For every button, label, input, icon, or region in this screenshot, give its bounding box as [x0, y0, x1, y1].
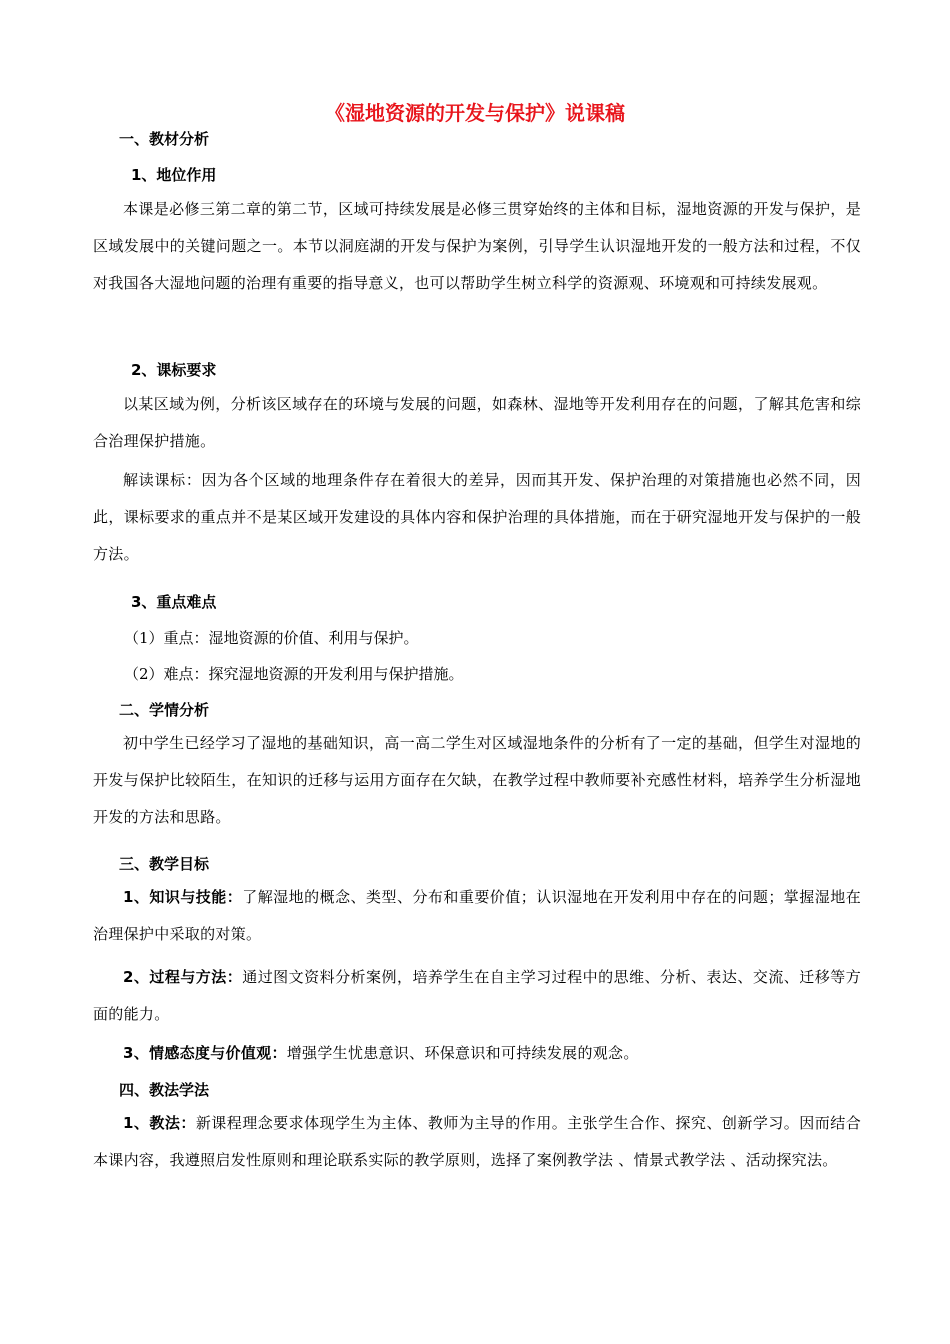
section-heading-teaching-goals: 三、教学目标 — [119, 855, 210, 873]
goal-process-lead: 2、过程与方法： — [123, 968, 243, 986]
teaching-method-lead: 1、教法： — [123, 1114, 196, 1132]
paragraph-role: 本课是必修三第二章的第二节，区域可持续发展是必修三贯穿始终的主体和目标，湿地资源的开发与保护，是区域发展中的关键问题之一。本节以洞庭湖的开发与保护为案例，引导学生认识湿地开发的一般方法和过程，不仅对我国各大湿地问题的治理有重要的指导意义，也可以帮助学生树立科学的资源观、环境观和可持续发展观。 — [93, 200, 861, 292]
paragraph-curriculum-requirements: 以某区域为例，分析该区域存在的环境与发展的问题，如森林、湿地等开发利用存在的问题，了解其危害和综合治理保护措施。 — [93, 395, 861, 450]
paragraph-goal-knowledge — [93, 879, 861, 953]
key-point-item: （1）重点：湿地资源的价值、利用与保护。 — [124, 629, 419, 647]
paragraph-student-analysis: 初中学生已经学习了湿地的基础知识，高一高二学生对区域湿地条件的分析有了一定的基础，但学生对湿地的开发与保护比较陌生，在知识的迁移与运用方面存在欠缺，在教学过程中教师要补充感性材料，培养学生分析湿地开发的方法和思路。 — [93, 734, 861, 826]
paragraph-curriculum-interpretation: 解读课标：因为各个区域的地理条件存在着很大的差异，因而其开发、保护治理的对策措施也必然不同，因此，课标要求的重点并不是某区域开发建设的具体内容和保护治理的具体措施，而在于研究湿地开发与保护的一般方法。 — [93, 471, 861, 563]
teaching-method-text: 新课程理念要求体现学生为主体、教师为主导的作用。主张学生合作、探究、创新学习。因而结合本课内容，我遵照启发性原则和理论联系实际的教学原则，选择了案例教学法 、情景式教学法 、活动探究法。 — [93, 1114, 862, 1169]
goal-knowledge-text: 了解湿地的概念、类型、分布和重要价值；认识湿地在开发利用中存在的问题；掌握湿地在治理保护中采取的对策。 — [93, 888, 861, 943]
paragraph-goal-process — [93, 959, 861, 1033]
section-heading-textbook-analysis: 一、教材分析 — [119, 130, 210, 148]
difficult-point-item: （2）难点：探究湿地资源的开发利用与保护措施。 — [124, 665, 464, 683]
section-heading-student-analysis: 二、学情分析 — [119, 701, 210, 719]
goal-process-text: 通过图文资料分析案例，培养学生在自主学习过程中的思维、分析、表达、交流、迁移等方面的能力。 — [93, 968, 861, 1023]
goal-attitude-text: 增强学生忧患意识、环保意识和可持续发展的观念。 — [286, 1044, 639, 1062]
subheading-key-points: 3、重点难点 — [131, 593, 217, 611]
document-title: 《湿地资源的开发与保护》说课稿 — [325, 101, 625, 125]
section-heading-methods: 四、教法学法 — [119, 1081, 210, 1099]
paragraph-goal-attitude — [93, 1035, 861, 1072]
paragraph-teaching-method — [93, 1105, 861, 1179]
subheading-curriculum-requirements: 2、课标要求 — [131, 361, 217, 379]
subheading-role: 1、地位作用 — [131, 166, 217, 184]
goal-attitude-lead: 3、情感态度与价值观： — [123, 1044, 287, 1062]
goal-knowledge-lead: 1、知识与技能： — [123, 888, 243, 906]
